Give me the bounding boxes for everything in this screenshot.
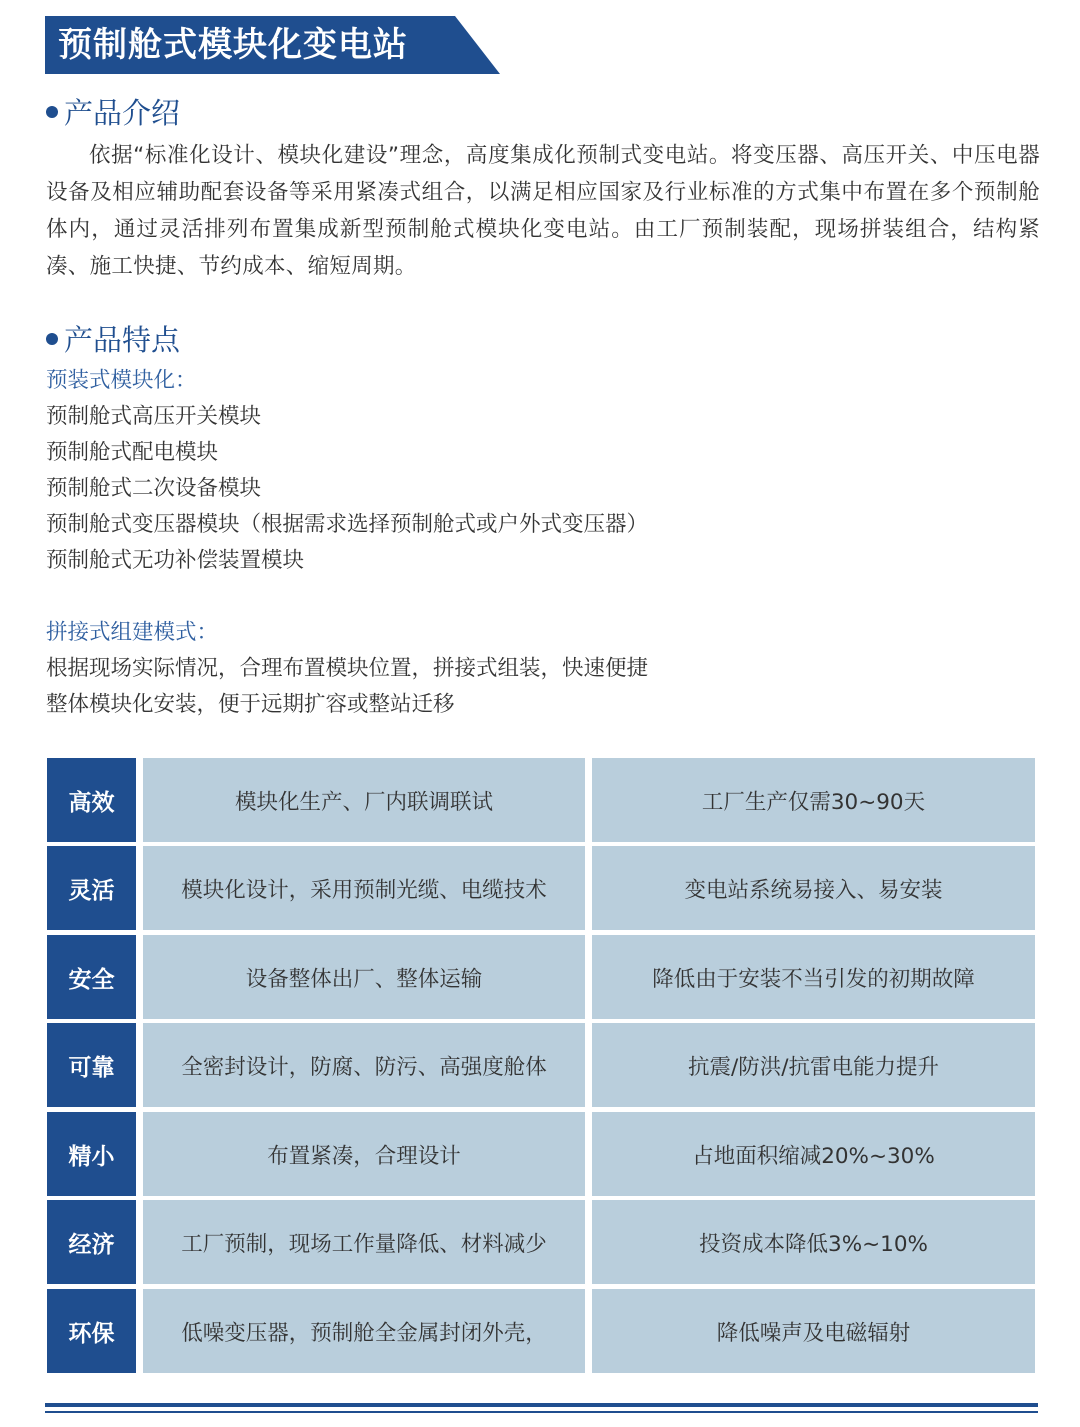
feature-item: 根据现场实际情况，合理布置模块位置，拼接式组装，快速便捷 <box>46 656 649 681</box>
bottom-divider <box>45 1411 1038 1413</box>
table-row <box>47 1289 1035 1373</box>
row-feature: 工厂预制，现场工作量降低、材料减少 <box>143 1200 585 1284</box>
row-feature: 模块化设计，采用预制光缆、电缆技术 <box>143 846 585 930</box>
features-heading <box>46 322 180 358</box>
row-benefit: 变电站系统易接入、易安装 <box>592 846 1035 930</box>
assembly-mode-subheading: 拼接式组建模式： <box>46 620 219 645</box>
row-label: 可靠 <box>47 1023 136 1107</box>
feature-item: 预制舱式配电模块 <box>46 440 219 465</box>
table-row <box>47 1023 1035 1107</box>
feature-item: 整体模块化安装，便于远期扩容或整站迁移 <box>46 692 455 717</box>
row-benefit: 投资成本降低3%~10% <box>592 1200 1035 1284</box>
row-feature: 设备整体出厂、整体运输 <box>143 935 585 1019</box>
row-label: 安全 <box>47 935 136 1019</box>
row-feature: 模块化生产、厂内联调联试 <box>143 758 585 842</box>
row-label: 灵活 <box>47 846 136 930</box>
prefab-module-subheading: 预装式模块化： <box>46 368 197 393</box>
table-row <box>47 846 1035 930</box>
row-feature: 布置紧凑，合理设计 <box>143 1112 585 1196</box>
row-benefit: 工厂生产仅需30~90天 <box>592 758 1035 842</box>
table-row <box>47 935 1035 1019</box>
features-heading-text: 产品特点 <box>64 323 181 357</box>
feature-item: 预制舱式变压器模块（根据需求选择预制舱式或户外式变压器） <box>46 512 649 537</box>
intro-heading <box>46 95 180 131</box>
row-feature: 全密封设计，防腐、防污、高强度舱体 <box>143 1023 585 1107</box>
page-title: 预制舱式模块化变电站 <box>58 25 408 65</box>
feature-item: 预制舱式无功补偿装置模块 <box>46 548 305 573</box>
bullet-dot-icon <box>46 106 58 118</box>
bottom-divider <box>45 1403 1038 1407</box>
feature-item: 预制舱式二次设备模块 <box>46 476 262 501</box>
intro-heading-text: 产品介绍 <box>64 96 181 130</box>
table-row <box>47 1200 1035 1284</box>
row-label: 经济 <box>47 1200 136 1284</box>
table-row <box>47 758 1035 842</box>
row-benefit: 抗震/防洪/抗雷电能力提升 <box>592 1023 1035 1107</box>
row-label: 环保 <box>47 1289 136 1373</box>
intro-paragraph: 依据“标准化设计、模块化建设”理念，高度集成化预制式变电站。将变压器、高压开关、中压电器设备及相应辅助配套设备等采用紧凑式组合，以满足相应国家及行业标准的方式集中布置在多个预制舱体内，通过灵活排列布置集成新型预制舱式模块化变电站。由工厂预制装配，现场拼装组合，结构紧凑、施工快捷、节约成本、缩短周期。 <box>46 143 1040 279</box>
bullet-dot-icon <box>46 333 58 345</box>
row-feature: 低噪变压器，预制舱全金属封闭外壳， <box>143 1289 585 1373</box>
row-label: 精小 <box>47 1112 136 1196</box>
table-row <box>47 1112 1035 1196</box>
row-benefit: 占地面积缩减20%~30% <box>592 1112 1035 1196</box>
feature-item: 预制舱式高压开关模块 <box>46 404 262 429</box>
row-label: 高效 <box>47 758 136 842</box>
row-benefit: 降低噪声及电磁辐射 <box>592 1289 1035 1373</box>
row-benefit: 降低由于安装不当引发的初期故障 <box>592 935 1035 1019</box>
